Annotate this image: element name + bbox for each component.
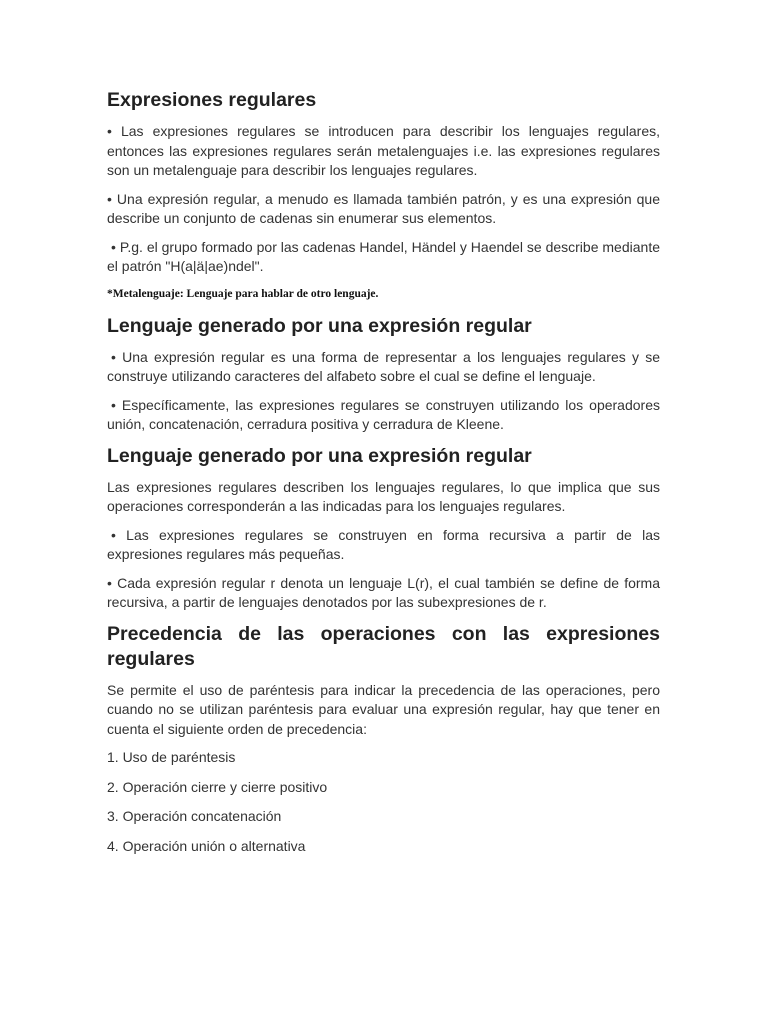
list-item: 3. Operación concatenación (107, 808, 282, 824)
paragraph: • Específicamente, las expresiones regulares se construyen utilizando los operadores unión, concatenación, cerradura positiva y cerradura de Kleene. (107, 396, 660, 432)
list-item: 1. Uso de paréntesis (107, 749, 236, 765)
paragraph: • Una expresión regular, a menudo es llamada también patrón, y es una expresión que describe un conjunto de cadenas sin enumerar sus elementos. (107, 190, 660, 226)
section-heading-expresiones-regulares: Expresiones regulares (107, 89, 317, 111)
paragraph: • Las expresiones regulares se introducen para describir los lenguajes regulares, entonces las expresiones regulares serán metalenguajes i.e. las expresiones regulares son un metalenguaje para describir los lenguajes regulares. (107, 123, 660, 178)
section-heading-precedencia: Precedencia de las operaciones con las expresiones regulares (107, 622, 660, 670)
document-page (107, 88, 660, 866)
paragraph: Se permite el uso de paréntesis para indicar la precedencia de las operaciones, pero cuando no se utilizan paréntesis para evaluar una expresión regular, hay que tener en cuenta el siguiente orden de precedencia: (107, 681, 660, 737)
paragraph: • P.g. el grupo formado por las cadenas Handel, Händel y Haendel se describe mediante el patrón "H(a|ä|ae)ndel". (107, 238, 660, 274)
paragraph: • Cada expresión regular r denota un lenguaje L(r), el cual también se define de forma recursiva, a partir de lenguajes denotados por las subexpresiones de r. (107, 574, 660, 610)
list-item: 2. Operación cierre y cierre positivo (107, 778, 328, 795)
paragraph: • Las expresiones regulares se construyen en forma recursiva a partir de las expresiones regulares más pequeñas. (107, 526, 660, 562)
footnote-metalenguaje: *Metalenguaje: Lenguaje para hablar de otro lenguaje. (107, 287, 379, 300)
paragraph: Las expresiones regulares describen los lenguajes regulares, lo que implica que sus operaciones corresponderán a las indicadas para los lenguajes regulares. (107, 478, 660, 514)
list-item: 4. Operación unión o alternativa (107, 837, 306, 854)
paragraph: • Una expresión regular es una forma de representar a los lenguajes regulares y se construye utilizando caracteres del alfabeto sobre el cual se define el lenguaje. (107, 348, 660, 384)
section-heading-lenguaje-generado: Lenguaje generado por una expresión regular (107, 314, 532, 337)
section-heading-lenguaje-generado-2: Lenguaje generado por una expresión regular (107, 444, 532, 467)
